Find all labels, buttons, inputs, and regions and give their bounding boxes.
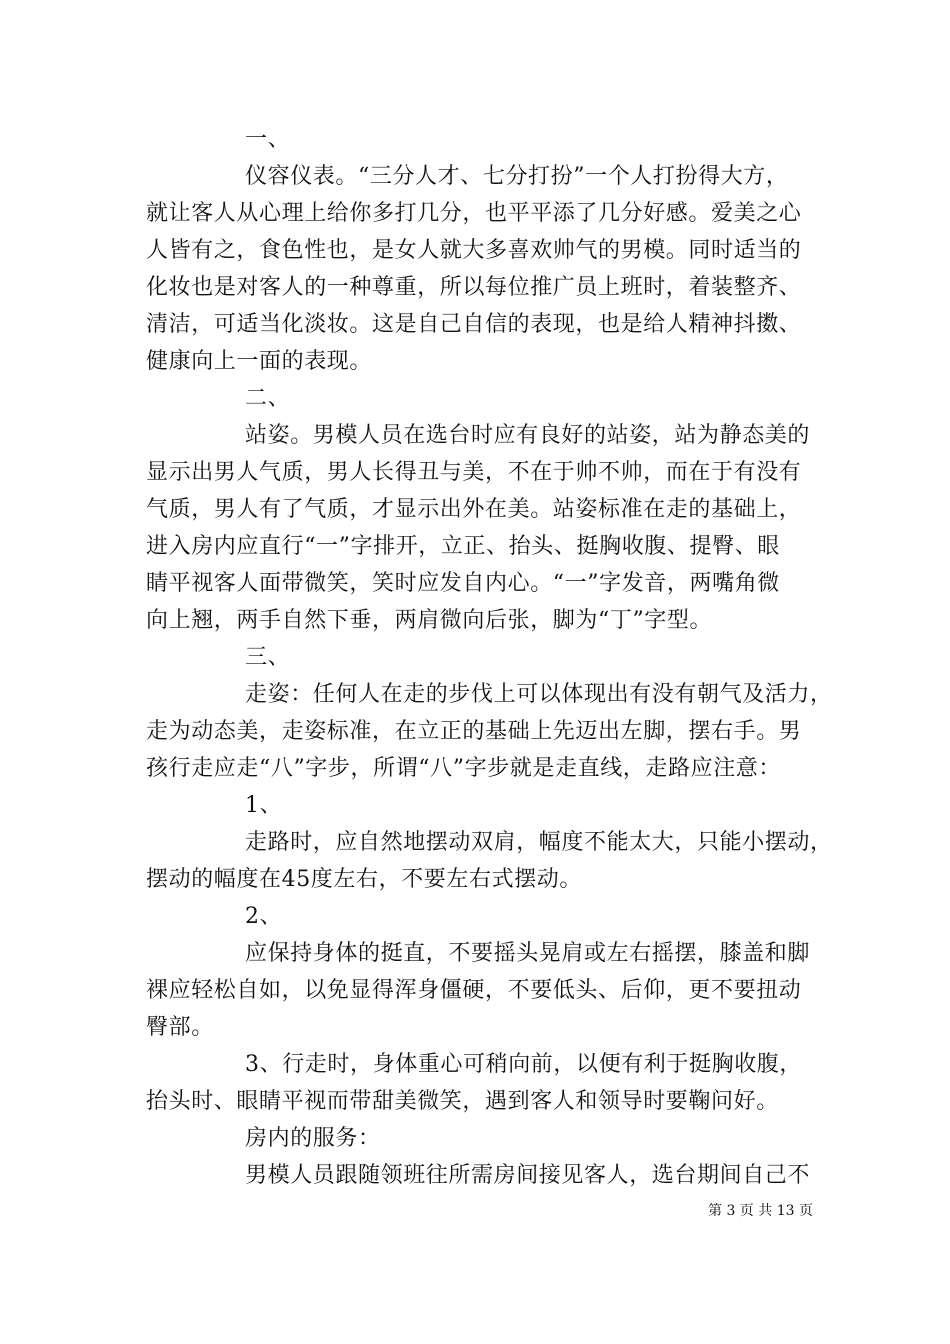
list-number-1: 1、 xyxy=(245,793,283,818)
paragraph-line: 向上翘，两手自然下垂，两肩微向后张，脚为“丁”字型。 xyxy=(146,608,713,633)
paragraph-line: 裸应轻松自如，以免显得浑身僵硬，不要低头、后仰，更不要扭动 xyxy=(146,978,802,1003)
paragraph-line: 走为动态美，走姿标准，在立正的基础上先迈出左脚，摆右手。男 xyxy=(146,719,802,744)
paragraph-line: 显示出男人气质，男人长得丑与美，不在于帅不帅，而在于有没有 xyxy=(146,460,802,485)
list-number-2: 2、 xyxy=(245,904,283,929)
paragraph-line: 仪容仪表。“三分人才、七分打扮”一个人打扮得大方， xyxy=(245,164,789,189)
paragraph-line: 就让客人从心理上给你多打几分，也平平添了几分好感。爱美之心 xyxy=(146,201,802,226)
paragraph-line: 摆动的幅度在45度左右，不要左右式摆动。 xyxy=(146,867,582,892)
section-heading: 房内的服务： xyxy=(245,1126,381,1151)
paragraph-line: 臀部。 xyxy=(146,1015,214,1040)
paragraph-line: 进入房内应直行“一”字排开，立正、抬头、挺胸收腹、提臀、眼 xyxy=(146,534,780,559)
paragraph-line: 健康向上一面的表现。 xyxy=(146,349,373,374)
paragraph-line: 走路时，应自然地摆动双肩，幅度不能太大，只能小摆动， xyxy=(245,830,833,855)
paragraph-line: 男模人员跟随领班往所需房间接见客人，选台期间自己不 xyxy=(245,1163,811,1188)
paragraph-line: 化妆也是对客人的一种尊重，所以每位推广员上班时，着装整齐、 xyxy=(146,275,802,300)
paragraph-line: 3、行走时，身体重心可稍向前，以便有利于挺胸收腹， xyxy=(245,1052,802,1077)
paragraph-line: 气质，男人有了气质，才显示出外在美。站姿标准在走的基础上， xyxy=(146,497,802,522)
paragraph-line: 人皆有之，食色性也，是女人就大多喜欢帅气的男模。同时适当的 xyxy=(146,238,802,263)
paragraph-line: 应保持身体的挺直，不要摇头晃肩或左右摇摆，膝盖和脚 xyxy=(245,941,811,966)
paragraph-line: 孩行走应走“八”字步，所谓“八”字步就是走直线，走路应注意： xyxy=(146,756,781,781)
heading-2: 二、 xyxy=(245,386,291,411)
paragraph-line: 睛平视客人面带微笑，笑时应发自内心。“一”字发音，两嘴角微 xyxy=(146,571,780,596)
paragraph-line: 走姿：任何人在走的步伐上可以体现出有没有朝气及活力， xyxy=(245,682,833,707)
heading-1: 一、 xyxy=(245,127,291,152)
page-number: 第 3 页 共 13 页 xyxy=(708,1203,813,1219)
paragraph-line: 站姿。男模人员在选台时应有良好的站姿，站为静态美的 xyxy=(245,423,811,448)
heading-3: 三、 xyxy=(245,645,291,670)
paragraph-line: 抬头时、眼睛平视而带甜美微笑，遇到客人和领导时要鞠问好。 xyxy=(146,1089,779,1114)
paragraph-line: 清洁，可适当化淡妆。这是自己自信的表现，也是给人精神抖擞、 xyxy=(146,312,802,337)
